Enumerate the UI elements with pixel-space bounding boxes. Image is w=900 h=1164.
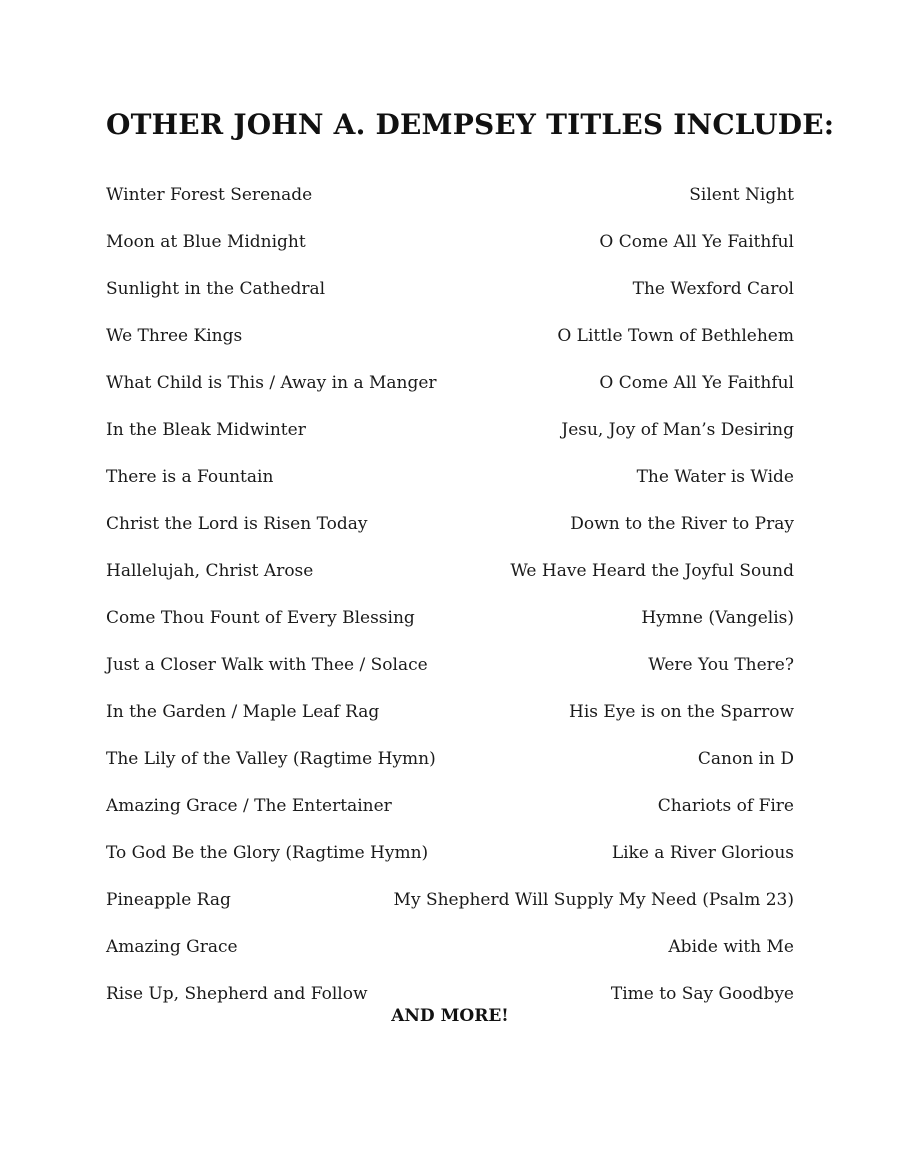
title-left: To God Be the Glory (Ragtime Hymn) <box>106 843 429 863</box>
title-right: Jesu, Joy of Man’s Desiring <box>561 420 794 440</box>
title-left: Pineapple Rag <box>106 890 231 910</box>
title-right: The Wexford Carol <box>632 279 794 299</box>
title-right: Canon in D <box>697 749 794 769</box>
page-title: OTHER JOHN A. DEMPSEY TITLES INCLUDE: <box>106 108 835 141</box>
title-row <box>106 698 794 745</box>
title-left: We Three Kings <box>106 326 243 346</box>
title-row <box>106 369 794 416</box>
title-row <box>106 792 794 839</box>
title-left: What Child is This / Away in a Manger <box>106 373 437 393</box>
title-row <box>106 557 794 604</box>
title-left: There is a Fountain <box>106 467 274 487</box>
title-right: His Eye is on the Sparrow <box>569 702 794 722</box>
title-right: O Little Town of Bethlehem <box>557 326 794 346</box>
title-left: Just a Closer Walk with Thee / Solace <box>106 655 428 675</box>
title-right: Down to the River to Pray <box>570 514 794 534</box>
title-row <box>106 416 794 463</box>
title-right: O Come All Ye Faithful <box>599 232 794 252</box>
title-row <box>106 510 794 557</box>
title-left: Amazing Grace <box>106 937 238 957</box>
title-left: Moon at Blue Midnight <box>106 232 306 252</box>
title-row <box>106 181 794 228</box>
title-row <box>106 463 794 510</box>
title-left: Christ the Lord is Risen Today <box>106 514 368 534</box>
title-row <box>106 322 794 369</box>
title-left: Winter Forest Serenade <box>106 185 313 205</box>
title-left: In the Garden / Maple Leaf Rag <box>106 702 380 722</box>
title-right: O Come All Ye Faithful <box>599 373 794 393</box>
title-row <box>106 839 794 886</box>
title-right: Abide with Me <box>668 937 794 957</box>
title-left: Rise Up, Shepherd and Follow <box>106 984 368 1004</box>
title-row <box>106 275 794 322</box>
title-right: The Water is Wide <box>636 467 794 487</box>
title-left: Sunlight in the Cathedral <box>106 279 326 299</box>
title-right: Time to Say Goodbye <box>610 984 794 1004</box>
title-left: Hallelujah, Christ Arose <box>106 561 314 581</box>
title-left: Amazing Grace / The Entertainer <box>106 796 392 816</box>
title-right: Chariots of Fire <box>657 796 794 816</box>
and-more-note: AND MORE! <box>391 1006 509 1026</box>
titles-list <box>106 181 794 1027</box>
title-row <box>106 651 794 698</box>
title-row <box>106 228 794 275</box>
title-right: We Have Heard the Joyful Sound <box>510 561 794 581</box>
title-left: In the Bleak Midwinter <box>106 420 306 440</box>
title-left: The Lily of the Valley (Ragtime Hymn) <box>106 749 436 769</box>
title-row <box>106 604 794 651</box>
title-right: My Shepherd Will Supply My Need (Psalm 23) <box>393 890 794 910</box>
title-row <box>106 745 794 792</box>
title-right: Were You There? <box>648 655 794 675</box>
title-right: Silent Night <box>689 185 794 205</box>
title-right: Like a River Glorious <box>611 843 794 863</box>
title-row <box>106 933 794 980</box>
title-right: Hymne (Vangelis) <box>641 608 794 628</box>
title-row <box>106 886 794 933</box>
title-left: Come Thou Fount of Every Blessing <box>106 608 415 628</box>
